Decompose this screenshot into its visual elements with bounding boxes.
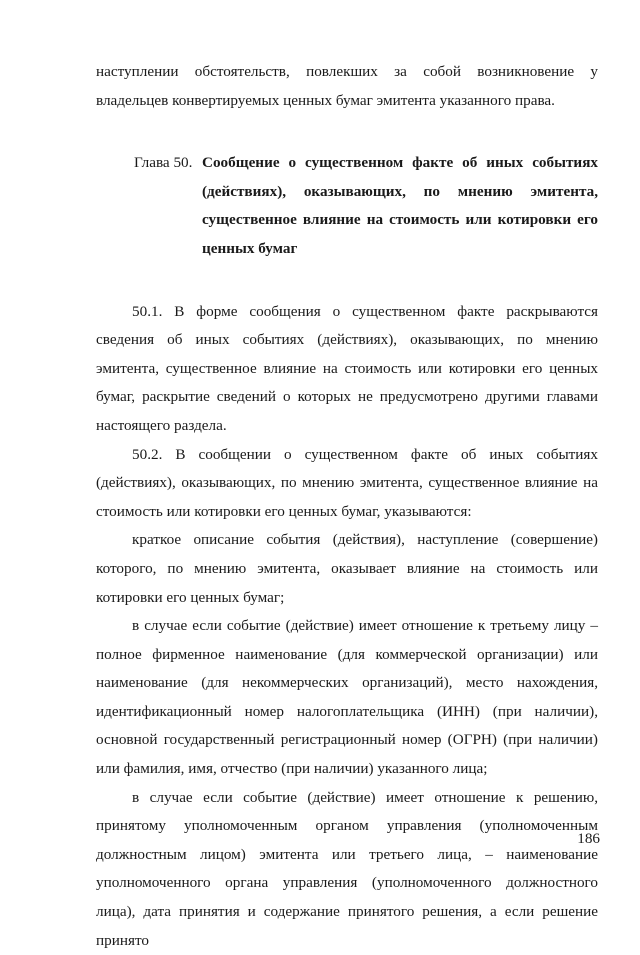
list-item-event-description: краткое описание события (действия), наступление (совершение) которого, по мнению эмитента, оказывает влияние на стоимость или котировки его ценных бумаг; xyxy=(96,531,598,606)
list-item-third-party: в случае если событие (действие) имеет отношение к третьему лицу – полное фирменное наименование (для коммерческой организации) или наименование (для некоммерческих организаций), место нахождения, идентификационный номер налогоплательщика (ИНН) (при наличии), основной государственный регистрационный номер (ОГРН) (при наличии) или фамилия, имя, отчество (при наличии) указанного лица; xyxy=(96,617,598,778)
intro-paragraph: наступлении обстоятельств, повлекших за собой возникновение у владельцев конвертируемых ценных бумаг эмитента указанного права. xyxy=(96,63,598,109)
chapter-label: Глава 50. xyxy=(134,154,193,172)
list-item-decision: в случае если событие (действие) имеет отношение к решению, принятому уполномоченным органом управления (уполномоченным должностным лицом) эмитента или третьего лица, – наименование уполномоченного органа управления (уполномоченного должностного лица), дата принятия и содержание принятого решения, а если решение принято xyxy=(96,788,598,949)
chapter-title: Сообщение о существенном факте об иных событиях (действиях), оказывающих, по мнению эмитента, существенное влияние на стоимость или котировки его ценных бумаг xyxy=(202,154,598,257)
document-page xyxy=(96,58,598,955)
chapter-heading xyxy=(134,149,598,263)
paragraph-50-1: 50.1. В форме сообщения о существенном факте раскрываются сведения об иных событиях (действиях), оказывающих, по мнению эмитента, существенное влияние на стоимость или котировки его ценных бумаг, раскрытие сведений о которых не предусмотрено другими главами настоящего раздела. xyxy=(96,302,598,434)
page-number: 186 xyxy=(577,830,600,847)
paragraph-50-2: 50.2. В сообщении о существенном факте об иных событиях (действиях), оказывающих, по мнению эмитента, существенное влияние на стоимость или котировки его ценных бумаг, указываются: xyxy=(96,445,598,520)
